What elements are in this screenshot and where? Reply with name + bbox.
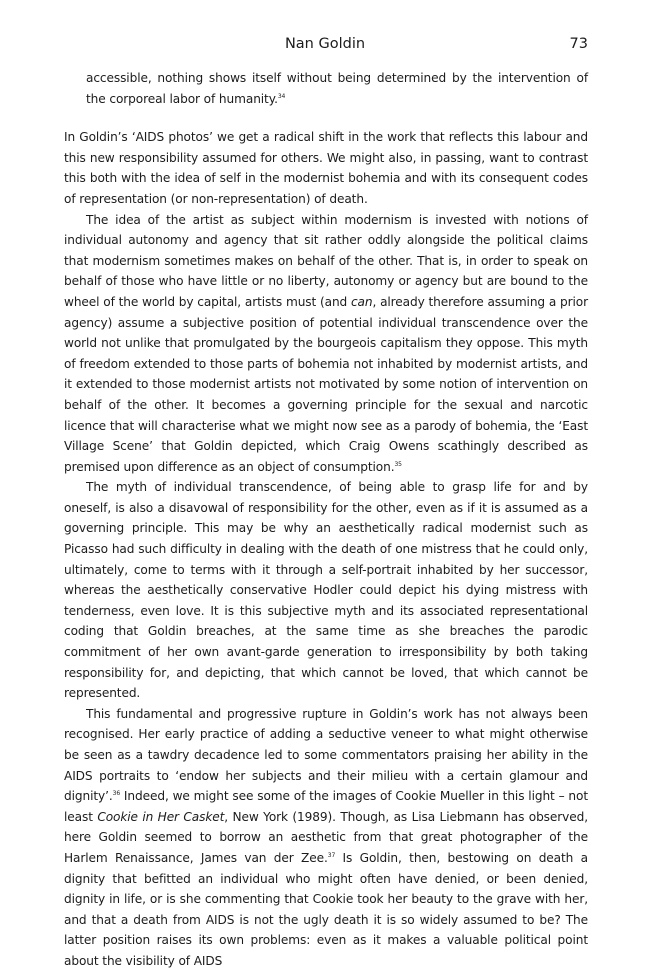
paragraph-4-text-b: Indeed, we might see some of the images of Cookie Mueller in this light – not least: [64, 789, 588, 824]
paragraph-4-text-d: Is Goldin, then, bestowing on death a dignity that befitted an individual who might often have denied, or been denied, dignity in life, or is she commenting that Cookie took her beauty to the grave with her, and that a death from AIDS is not the ugly death it is so widely assumed to be? The latter position raises its own problems: even as it makes a valuable political point about the visibility of AIDS: [64, 850, 588, 968]
block-quote: [86, 68, 588, 109]
paragraph-1-text: In Goldin’s ‘AIDS photos’ we get a radical shift in the work that reflects this labour and this new responsibility assumed for others. We might also, in passing, want to contrast this both with the idea of self in the modernist bohemia and with its consequent codes of representation (or non-representation) of death.: [64, 130, 588, 206]
footnote-ref-36: 36: [112, 790, 121, 798]
paragraph-2: [64, 210, 588, 478]
footnote-ref-34: 34: [277, 92, 286, 100]
paragraph-3-text: The myth of individual transcendence, of being able to grasp life for and by oneself, is also a disavowal of responsibility for the other, even as if it is assumed as a governing principle. This may be why an aesthetically radical modernist such as Picasso had such difficulty in dealing with the death of one mistress that he could only, ultimately, come to terms with it through a self-portrait inhabited by her successor, whereas the aesthetically conservative Hodler could depict his dying mistress with tenderness, even love. It is this subjective myth and its associated representational coding that Goldin breaches, at the same time as she breaches the parodic commitment of her own avant-garde generation to irresponsibility by both taking responsibility for, and depicting, that which cannot be loved, that which cannot be represented.: [64, 480, 588, 701]
running-header: [0, 36, 650, 58]
running-title: Nan Goldin: [284, 36, 366, 52]
paragraph-2-text-a: The idea of the artist as subject within modernism is invested with notions of individual autonomy and agency that sit rather oddly alongside the political claims that modernism sometimes makes on behalf of the other. That is, in order to speak on behalf of those who have little or no liberty, autonomy or agency but are bound to the wheel of the world by capital, artists must (and: [64, 212, 588, 309]
quote-text: accessible, nothing shows itself without being determined by the intervention of the corporeal labor of humanity.: [86, 71, 588, 106]
emphasis-can: can: [350, 294, 373, 309]
paragraph-3: [64, 477, 588, 704]
paragraph-1: [64, 127, 588, 209]
paragraph-2-text-b: , already therefore assuming a prior agency) assume a subjective position of potential individual transcendence over the world not unlike that promulgated by the bourgeois capitalism they oppose. This myth of freedom extended to those parts of bohemia not inhabited by modernist artists, and it extended to those modernist artists not motivated by some notion of intervention on behalf of the other. It becomes a governing principle for the sexual and narcotic licence that will characterise what we might now see as a parody of bohemia, the ‘East Village Scene’ that Goldin depicted, which Craig Owens scathingly described as premised upon difference as an object of consumption.: [64, 294, 588, 474]
artwork-title: Cookie in Her Casket: [97, 809, 225, 824]
footnote-ref-35: 35: [394, 460, 402, 468]
page-number: 73: [569, 36, 588, 52]
paragraph-4-text-c: , New York (1989). Though, as Lisa Liebmann has observed, here Goldin seemed to borrow an aesthetic from that great photographer of the Harlem Renaissance, James van der Zee.: [64, 809, 588, 865]
paragraph-4-text-a: This fundamental and progressive rupture in Goldin’s work has not always been recognised. Her early practice of adding a seductive veneer to what might otherwise be seen as a tawdry decadence led to some commentators praising her ability in the AIDS portraits to ‘endow her subjects and their milieu with a certain glamour and dignity’.: [64, 706, 588, 804]
footnote-ref-37: 37: [327, 851, 336, 859]
paragraph-4: [64, 704, 588, 972]
body-text: [64, 68, 588, 972]
